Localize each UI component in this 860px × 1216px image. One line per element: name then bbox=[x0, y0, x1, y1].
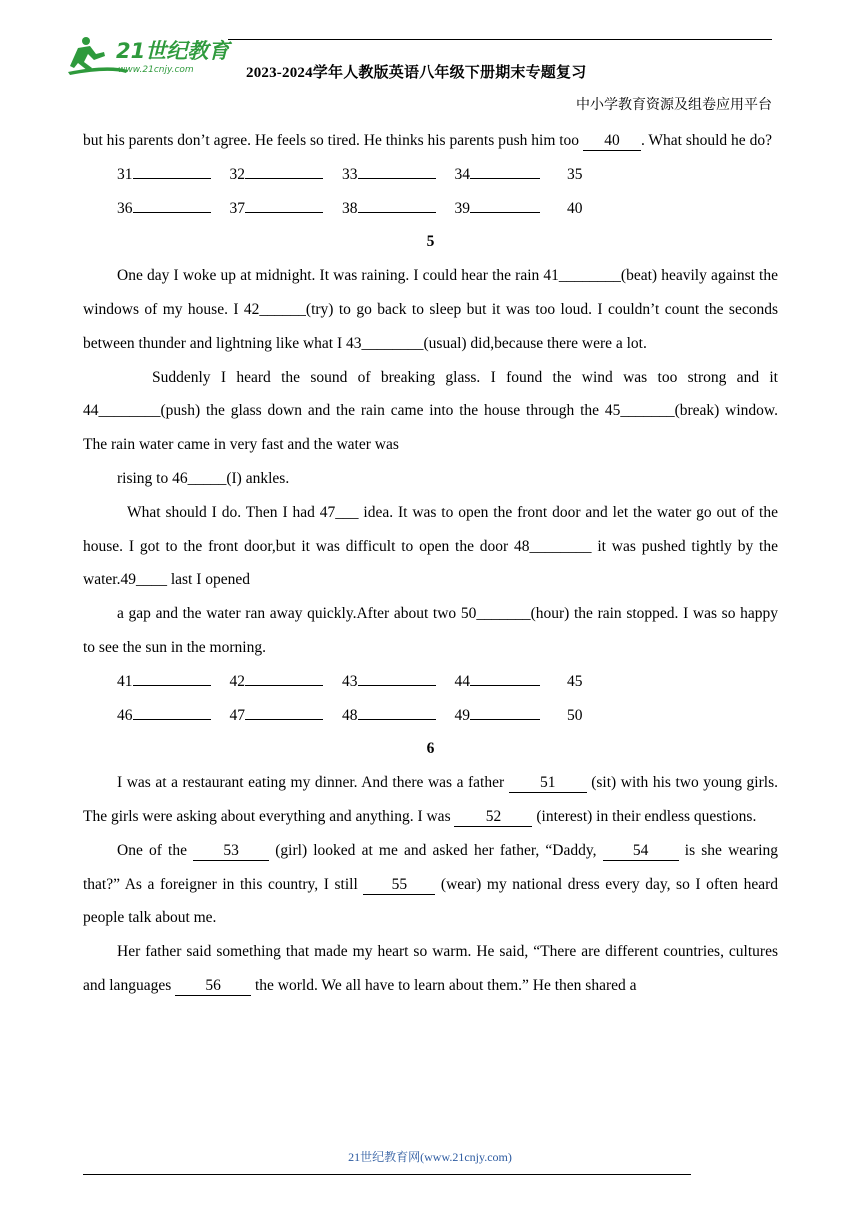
section5-paragraph-2: Suddenly I heard the sound of breaking glass. I found the wind was too strong and it 44________(push) the glass down and the rain came into the house through the 45_______(break) window. The rain water came in very fast and the water was bbox=[83, 368, 778, 454]
section5-paragraph-1: One day I woke up at midnight. It was raining. I could hear the rain 41________(beat) heavily against the windows of my house. I 42______(try) to go back to sleep but it was too loud. I couldn’t count the seconds between thunder and lightning like what I 43________(usual) did,because there were a lot. bbox=[83, 267, 778, 352]
answer-slot[interactable]: 33 bbox=[342, 158, 455, 192]
answer-slot[interactable]: 40 bbox=[567, 199, 583, 217]
svg-text:www.21cnjy.com: www.21cnjy.com bbox=[118, 65, 194, 75]
document-body bbox=[83, 124, 778, 1003]
platform-label: 中小学教育资源及组卷应用平台 bbox=[576, 98, 772, 113]
blank-51[interactable]: 51 bbox=[509, 774, 587, 793]
site-logo bbox=[68, 34, 238, 76]
answer-slot[interactable]: 46 bbox=[117, 699, 230, 733]
document-title: 2023-2024学年人教版英语八年级下册期末专题复习 bbox=[246, 65, 587, 81]
header-rule bbox=[228, 39, 772, 40]
blank-40[interactable]: 40 bbox=[583, 132, 641, 151]
section-number-5: 5 bbox=[426, 233, 435, 251]
svg-text:21世纪教育: 21世纪教育 bbox=[116, 39, 230, 63]
answer-row-36-40 bbox=[83, 192, 778, 226]
answer-row-41-45 bbox=[83, 665, 778, 699]
blank-54[interactable]: 54 bbox=[603, 842, 679, 861]
answer-slot[interactable]: 38 bbox=[342, 192, 455, 226]
answer-slot[interactable]: 35 bbox=[567, 165, 583, 183]
answer-slot[interactable]: 50 bbox=[567, 706, 583, 724]
answer-slot[interactable]: 32 bbox=[230, 158, 343, 192]
section5-paragraph-3: rising to 46_____(I) ankles. bbox=[117, 469, 290, 487]
blank-53[interactable]: 53 bbox=[193, 842, 269, 861]
answer-slot[interactable]: 41 bbox=[117, 665, 230, 699]
blank-56[interactable]: 56 bbox=[175, 977, 251, 996]
section-number-6: 6 bbox=[426, 740, 435, 758]
answer-slot[interactable]: 43 bbox=[342, 665, 455, 699]
answer-slot[interactable]: 42 bbox=[230, 665, 343, 699]
answer-slot[interactable]: 34 bbox=[455, 158, 568, 192]
answer-row-46-50 bbox=[83, 699, 778, 733]
answer-slot[interactable]: 44 bbox=[455, 665, 568, 699]
answer-slot[interactable]: 37 bbox=[230, 192, 343, 226]
footer-link[interactable]: 21世纪教育网(www.21cnjy.com) bbox=[348, 1150, 512, 1164]
section4-paragraph-tail: but his parents don’t agree. He feels so tired. He thinks his parents push him too 40 . What should he do? bbox=[83, 132, 772, 149]
answer-row-31-35 bbox=[83, 158, 778, 192]
section5-paragraph-5: a gap and the water ran away quickly.After about two 50_______(hour) the rain stopped. I was so happy to see the sun in the morning. bbox=[83, 605, 778, 656]
answer-slot[interactable]: 45 bbox=[567, 672, 583, 690]
answer-slot[interactable]: 49 bbox=[455, 699, 568, 733]
section6-paragraph-1: I was at a restaurant eating my dinner. And there was a father 51 (sit) with his two young girls. The girls were asking about everything and anything. I was 52 (interest) in their endless questions. bbox=[83, 774, 778, 825]
answer-slot[interactable]: 48 bbox=[342, 699, 455, 733]
footer-rule bbox=[83, 1174, 691, 1175]
section6-paragraph-3: Her father said something that made my heart so warm. He said, “There are different countries, cultures and languages 56 the world. We all have to learn about them.” He then shared a bbox=[83, 943, 778, 994]
page-header bbox=[0, 0, 860, 125]
answer-slot[interactable]: 36 bbox=[117, 192, 230, 226]
answer-slot[interactable]: 31 bbox=[117, 158, 230, 192]
section5-paragraph-4: What should I do. Then I had 47___ idea. It was to open the front door and let the water go out of the house. I got to the front door,but it was difficult to open the door 48________ it was pushed tightly by the water.49____ last I opened bbox=[83, 503, 778, 589]
answer-slot[interactable]: 39 bbox=[455, 192, 568, 226]
answer-slot[interactable]: 47 bbox=[230, 699, 343, 733]
section6-paragraph-2: One of the 53 (girl) looked at me and asked her father, “Daddy, 54 is she wearing that?” As a foreigner in this country, I still 55 (wear) my national dress every day, so I often heard people talk about me. bbox=[83, 841, 778, 927]
blank-55[interactable]: 55 bbox=[363, 876, 435, 895]
blank-52[interactable]: 52 bbox=[454, 808, 532, 827]
